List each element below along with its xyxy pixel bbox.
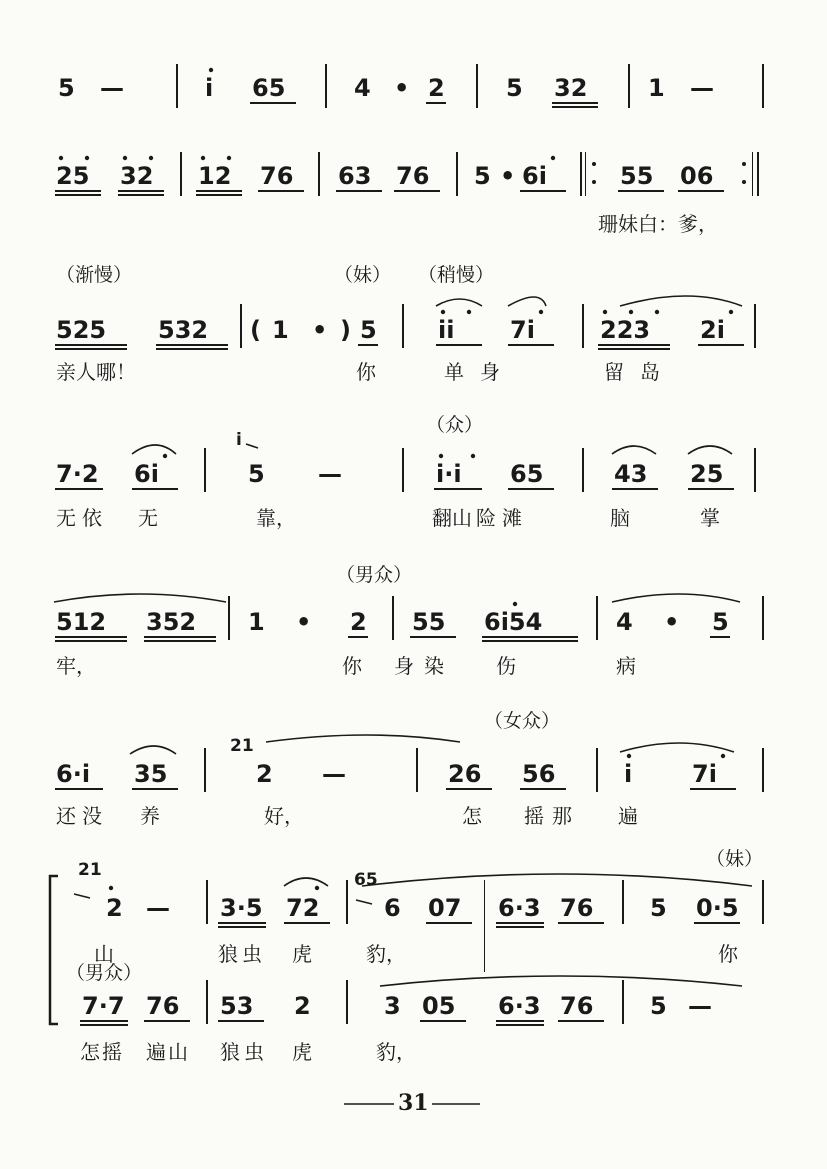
lyric: 狼虫 bbox=[218, 942, 266, 966]
note-group: 0·5 bbox=[696, 894, 739, 922]
dot-marker: • bbox=[296, 608, 312, 636]
note-group: 7·2 bbox=[56, 460, 99, 488]
lyric: 豹， bbox=[376, 1040, 416, 1064]
note-group: 7·7 bbox=[82, 992, 125, 1020]
voice-marking: （众） bbox=[426, 414, 484, 436]
note-group: 6·3 bbox=[498, 992, 541, 1020]
lyric: 怎摇 bbox=[80, 1040, 124, 1064]
lyric: 养 bbox=[140, 804, 160, 828]
slurs bbox=[54, 296, 752, 986]
voice-marking: （妹） bbox=[706, 848, 764, 870]
lyric: 山 bbox=[94, 942, 114, 966]
sustain-dash: — bbox=[100, 74, 124, 102]
note-group: 7i bbox=[510, 316, 535, 344]
lyric: 险滩 bbox=[476, 506, 528, 530]
note-group: 25 bbox=[690, 460, 724, 488]
note: 5 bbox=[248, 460, 265, 488]
lyric: 病 bbox=[616, 654, 636, 678]
voice-marking: （女众） bbox=[484, 710, 561, 732]
note: i bbox=[205, 74, 214, 102]
dot-marker: • bbox=[664, 608, 680, 636]
sustain-dash: — bbox=[318, 460, 342, 488]
lyric: 牢， bbox=[56, 654, 96, 678]
octave-dots bbox=[59, 68, 733, 890]
lyric: 豹， bbox=[366, 942, 406, 966]
note-group: 352 bbox=[146, 608, 197, 636]
lyric: 好， bbox=[264, 804, 304, 828]
note-group: 35 bbox=[134, 760, 168, 788]
note-group: 65 bbox=[252, 74, 286, 102]
sustain-dash: — bbox=[688, 992, 712, 1020]
note-group: 76 bbox=[146, 992, 180, 1020]
note: 2 bbox=[256, 760, 273, 788]
sustain-dash: — bbox=[146, 894, 170, 922]
note: 5 bbox=[712, 608, 729, 636]
lyric: 怎 bbox=[462, 804, 482, 828]
voice-marking: （男众） bbox=[336, 564, 413, 586]
note-group: 05 bbox=[422, 992, 456, 1020]
note-group: 26 bbox=[448, 760, 482, 788]
lyric: 无依 bbox=[56, 506, 108, 530]
voice-marking: （妹） bbox=[334, 264, 392, 286]
note-group: 6i54 bbox=[484, 608, 543, 636]
lyric: 遍山 bbox=[146, 1040, 190, 1064]
system-bracket bbox=[50, 876, 58, 1024]
note-group: 2i bbox=[700, 316, 725, 344]
note: 2 bbox=[428, 74, 445, 102]
note: 2 bbox=[106, 894, 123, 922]
lyric: 翻山 bbox=[432, 506, 472, 530]
note-group: 76 bbox=[396, 162, 430, 190]
note-group: 32 bbox=[120, 162, 154, 190]
lyric: 伤 bbox=[496, 654, 516, 678]
note-group: 6·i bbox=[56, 760, 91, 788]
note-group: 25 bbox=[56, 162, 90, 190]
note-group: 56 bbox=[522, 760, 556, 788]
lyric: 无 bbox=[138, 506, 158, 530]
lyric: 你 bbox=[718, 942, 738, 966]
dot-marker: • bbox=[394, 74, 410, 102]
note-group: 7i bbox=[692, 760, 717, 788]
note-group: 76 bbox=[260, 162, 294, 190]
note-group: 512 bbox=[56, 608, 107, 636]
speech-cue: 珊妹白：爹， bbox=[598, 212, 718, 236]
note: 1 bbox=[272, 316, 289, 344]
note: 5 bbox=[650, 894, 667, 922]
lyric: 遍 bbox=[618, 804, 638, 828]
lyric: 还没 bbox=[56, 804, 108, 828]
sustain-dash: — bbox=[690, 74, 714, 102]
paren: ) bbox=[340, 316, 351, 344]
note-group: 07 bbox=[428, 894, 462, 922]
note-group: 55 bbox=[620, 162, 654, 190]
note: 1 bbox=[648, 74, 665, 102]
note-group: 55 bbox=[412, 608, 446, 636]
lyric: 虎 bbox=[292, 942, 312, 966]
grace-note: 21 bbox=[78, 860, 102, 880]
note-group: 6·3 bbox=[498, 894, 541, 922]
lyric: 狼虫 bbox=[220, 1040, 268, 1064]
note-group: ii bbox=[438, 316, 455, 344]
lyric: 虎 bbox=[292, 1040, 312, 1064]
note: 2 bbox=[294, 992, 311, 1020]
note: 5 bbox=[650, 992, 667, 1020]
page-number: 31 bbox=[398, 1090, 429, 1116]
lyric: 你 bbox=[342, 654, 362, 678]
note-group: 223 bbox=[600, 316, 651, 344]
note: 6 bbox=[384, 894, 401, 922]
paren: ( bbox=[250, 316, 261, 344]
note-group: 43 bbox=[614, 460, 648, 488]
lyric: 亲人哪！ bbox=[56, 360, 136, 384]
grace-note: 65 bbox=[354, 870, 378, 890]
tempo-marking: （稍慢） bbox=[418, 264, 495, 286]
lyric: 靠， bbox=[256, 506, 296, 530]
lyric: 留岛 bbox=[604, 360, 676, 384]
note-group: 06 bbox=[680, 162, 714, 190]
note-group: 12 bbox=[198, 162, 232, 190]
note-group: 525 bbox=[56, 316, 107, 344]
note: 5 bbox=[506, 74, 523, 102]
note-group: i·i bbox=[436, 460, 462, 488]
dot-marker: • bbox=[500, 162, 516, 190]
note-group: 63 bbox=[338, 162, 372, 190]
sustain-dash: — bbox=[322, 760, 346, 788]
note: 1 bbox=[248, 608, 265, 636]
grace-note: i bbox=[236, 430, 242, 450]
note-group: 72 bbox=[286, 894, 320, 922]
note: 5 bbox=[360, 316, 377, 344]
note: 4 bbox=[354, 74, 371, 102]
lyric: 你 bbox=[356, 360, 376, 384]
note: 5 bbox=[474, 162, 491, 190]
dot-marker: • bbox=[312, 316, 328, 344]
tempo-marking: （渐慢） bbox=[56, 264, 133, 286]
lyric: 脑 bbox=[610, 506, 630, 530]
lyric: 掌 bbox=[700, 506, 720, 530]
note-group: 6i bbox=[134, 460, 159, 488]
note-group: 53 bbox=[220, 992, 254, 1020]
note-group: 65 bbox=[510, 460, 544, 488]
voice-marking: （男众） bbox=[66, 962, 143, 984]
note-group: 32 bbox=[554, 74, 588, 102]
note: 3 bbox=[384, 992, 401, 1020]
note: 5 bbox=[58, 74, 75, 102]
note-group: 76 bbox=[560, 894, 594, 922]
note: 4 bbox=[616, 608, 633, 636]
note-group: 6i bbox=[522, 162, 547, 190]
lyric: 身染 bbox=[394, 654, 454, 678]
lyric: 单身 bbox=[444, 360, 516, 384]
note-group: 3·5 bbox=[220, 894, 263, 922]
note-group: 76 bbox=[560, 992, 594, 1020]
lyric: 摇那 bbox=[524, 804, 580, 828]
note: 2 bbox=[350, 608, 367, 636]
note-group: 532 bbox=[158, 316, 209, 344]
note: i bbox=[624, 760, 633, 788]
grace-note: 21 bbox=[230, 736, 254, 756]
